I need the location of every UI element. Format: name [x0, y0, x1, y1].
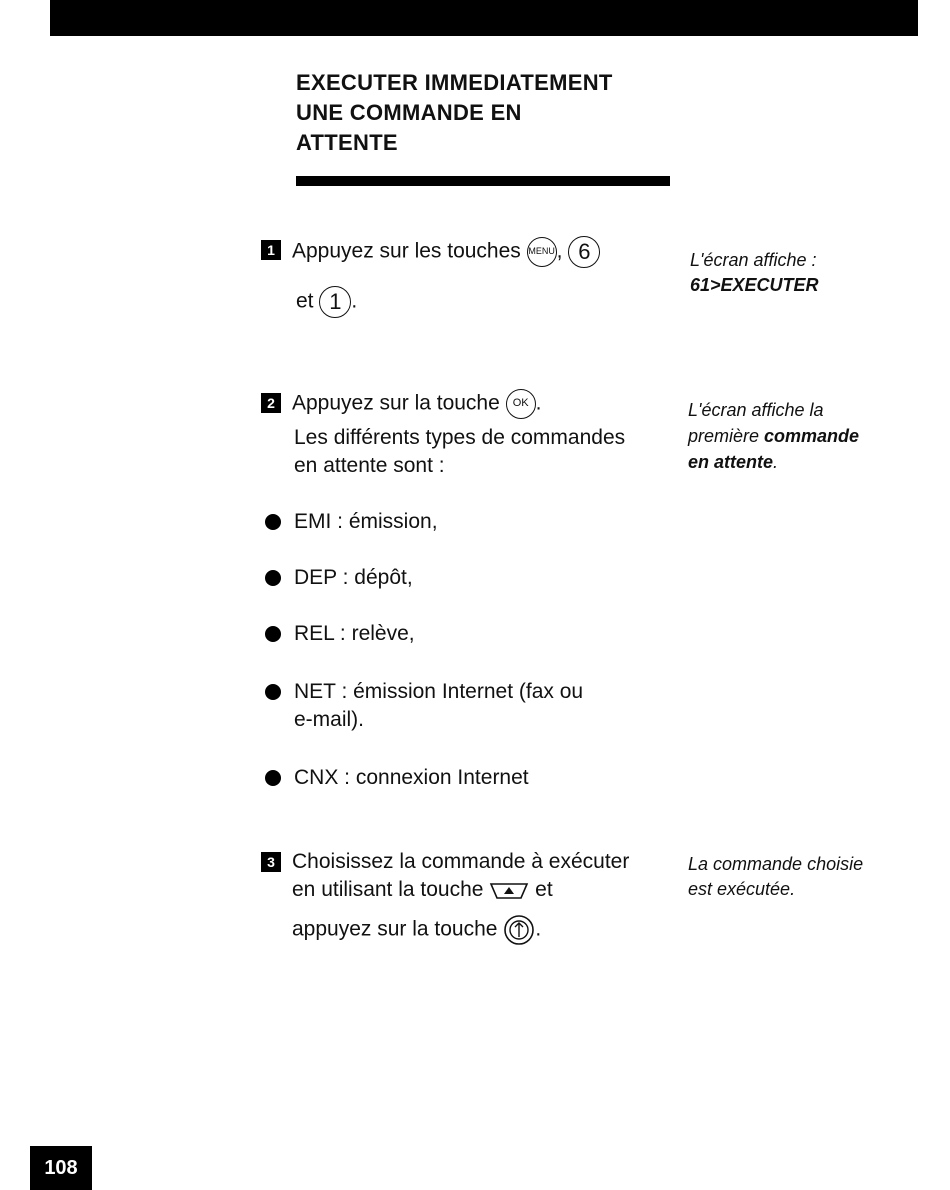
step-3-line-3	[292, 914, 541, 946]
step-1-badge: 1	[261, 240, 281, 260]
page-title	[296, 68, 696, 158]
step-3-side-line-1: La commande choisie	[688, 854, 864, 874]
bullet-net-cont: e-mail).	[294, 708, 365, 731]
title-line-3: ATTENTE	[296, 130, 398, 155]
title-line-2: UNE COMMANDE EN	[296, 100, 522, 125]
step-1-line-2	[296, 286, 357, 318]
display-text: 61>EXECUTER	[690, 275, 819, 295]
step-3-text-2: appuyez sur la touche	[292, 917, 498, 941]
step-3-line-2	[292, 876, 553, 904]
bullet-icon	[265, 626, 281, 642]
bullet-rel: REL : relève,	[294, 622, 415, 645]
start-key-icon	[503, 914, 535, 946]
bullet-net: NET : émission Internet (fax ou	[294, 680, 584, 703]
page-number: 108	[30, 1146, 92, 1190]
step-1-and: et	[296, 289, 314, 313]
comma: ,	[556, 239, 563, 263]
step-2-line-2: Les différents types de commandes	[294, 426, 626, 449]
step-2-period: .	[535, 391, 542, 415]
step-3-side-line-2: est exécutée.	[688, 879, 796, 899]
step-3-and: et	[535, 878, 553, 901]
step-3-period: .	[535, 917, 542, 941]
title-line-1: EXECUTER IMMEDIATEMENT	[296, 70, 613, 95]
bullet-dep: DEP : dépôt,	[294, 566, 413, 589]
step-2-line-1	[292, 389, 541, 419]
key-6-icon: 6	[568, 236, 600, 268]
side-text-first: première	[688, 426, 765, 446]
step-1-side-line-1: L'écran affiche :	[690, 250, 817, 270]
side-text-command: commande	[764, 426, 860, 446]
key-1-icon: 1	[319, 286, 351, 318]
bullet-emi: EMI : émission,	[294, 510, 438, 533]
bullet-icon	[265, 770, 281, 786]
step-3-badge: 3	[261, 852, 281, 872]
step-2-line-3: en attente sont :	[294, 454, 445, 477]
top-black-bar	[50, 0, 918, 36]
step-3-line-1: Choisissez la commande à exécuter	[292, 850, 630, 873]
bullet-cnx: CNX : connexion Internet	[294, 766, 529, 789]
step-1-period: .	[351, 289, 358, 313]
step-2-side-line-1: L'écran affiche la	[688, 400, 824, 420]
bullet-icon	[265, 684, 281, 700]
step-1-text: Appuyez sur les touches	[292, 239, 521, 263]
bullet-icon	[265, 570, 281, 586]
step-2-badge: 2	[261, 393, 281, 413]
step-1-side-line-2	[690, 273, 819, 298]
bullet-icon	[265, 514, 281, 530]
side-text-period: .	[773, 452, 779, 472]
step-2-text: Appuyez sur la touche	[292, 391, 500, 415]
ok-key-icon: OK	[506, 389, 536, 419]
up-arrow-key-icon	[489, 880, 529, 900]
step-2-side-line-2	[688, 424, 859, 449]
menu-key-icon: MENU	[527, 237, 557, 267]
step-2-side-line-3	[688, 450, 778, 475]
step-3-text: en utilisant la touche	[292, 878, 484, 901]
step-1-line-1	[292, 236, 600, 268]
title-rule	[296, 176, 670, 186]
side-text-pending: en attente	[688, 452, 774, 472]
